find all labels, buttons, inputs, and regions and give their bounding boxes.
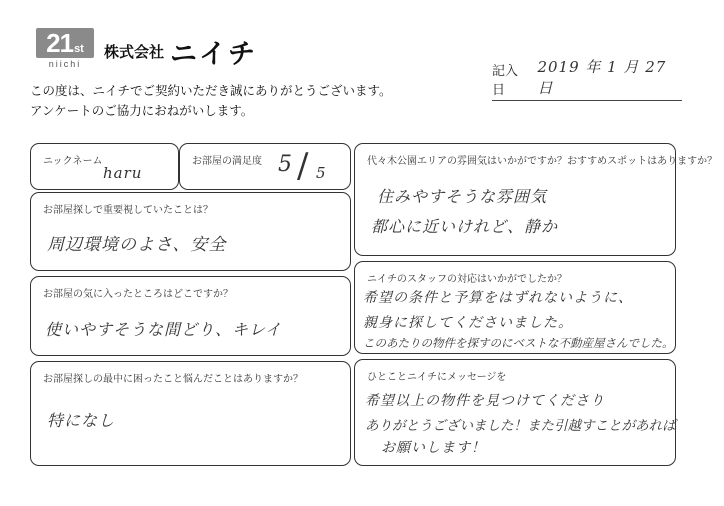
liked-question: お部屋の気に入ったところはどこですか？ — [43, 289, 233, 300]
logo-suffix: st — [74, 43, 84, 55]
staff-box — [354, 261, 676, 354]
satisfaction-label: お部屋の満足度 — [192, 156, 262, 167]
satisfaction-divider: / — [297, 146, 310, 186]
intro-text — [30, 81, 392, 121]
company-title — [104, 32, 257, 71]
company-logo — [36, 28, 94, 58]
staff-answer-line-1: 希望の条件と予算をはずれないように、 — [363, 290, 633, 306]
nickname-box — [30, 143, 179, 190]
logo-number: 21 — [46, 28, 74, 58]
logo-subtext: niichi — [48, 59, 82, 69]
message-box — [354, 359, 676, 466]
intro-line-1: この度は、ニイチでご契約いただき誠にありがとうございます。 — [30, 83, 392, 98]
priority-box — [30, 192, 351, 271]
priority-answer: 周辺環境のよさ、安全 — [47, 235, 227, 255]
company-kind: 株式会社 — [104, 43, 165, 61]
trouble-question: お部屋探しの最中に困ったこと悩んだことはありますか？ — [43, 374, 303, 385]
nickname-label: ニックネーム — [43, 156, 103, 167]
message-question: ひとことニイチにメッセージを — [367, 372, 507, 383]
satisfaction-score: 5 — [278, 152, 293, 177]
area-box — [354, 143, 718, 256]
message-answer-line-2: ありがとうございました！また引越すことがあれば — [365, 418, 676, 434]
message-answer-line-1: 希望以上の物件を見つけてくださり — [365, 393, 605, 409]
intro-line-2: アンケートのご協力におねがいします。 — [30, 103, 254, 118]
staff-question: ニイチのスタッフの対応はいかがでしたか？ — [367, 274, 567, 285]
liked-box — [30, 276, 351, 356]
nickname-value: haru — [103, 164, 143, 182]
staff-answer-line-3: このあたりの物件を探すのにベストな不動産屋さんでした。 — [363, 336, 674, 350]
satisfaction-box — [179, 143, 351, 190]
entry-date-label: 記入日 — [492, 64, 519, 98]
trouble-answer: 特になし — [47, 411, 116, 430]
satisfaction-max: 5 — [316, 164, 327, 182]
company-name: ニイチ — [170, 39, 258, 70]
trouble-box — [30, 361, 351, 466]
message-answer-line-3: お願いします！ — [381, 440, 486, 456]
liked-answer: 使いやすそうな間どり、キレイ — [45, 320, 283, 339]
staff-answer-line-2: 親身に探してくださいました。 — [363, 315, 573, 331]
area-answer-line-1: 住みやすそうな雰囲気 — [377, 187, 548, 206]
entry-date-field — [492, 56, 682, 101]
priority-question: お部屋探しで重要視していたことは？ — [43, 205, 213, 216]
entry-date-value: 2019 年 1 月 27 日 — [537, 58, 667, 97]
area-question: 代々木公園エリアの雰囲気はいかがですか？おすすめスポットはありますか？ — [367, 156, 718, 167]
area-answer-line-2: 都心に近いけれど、静か — [371, 217, 559, 236]
